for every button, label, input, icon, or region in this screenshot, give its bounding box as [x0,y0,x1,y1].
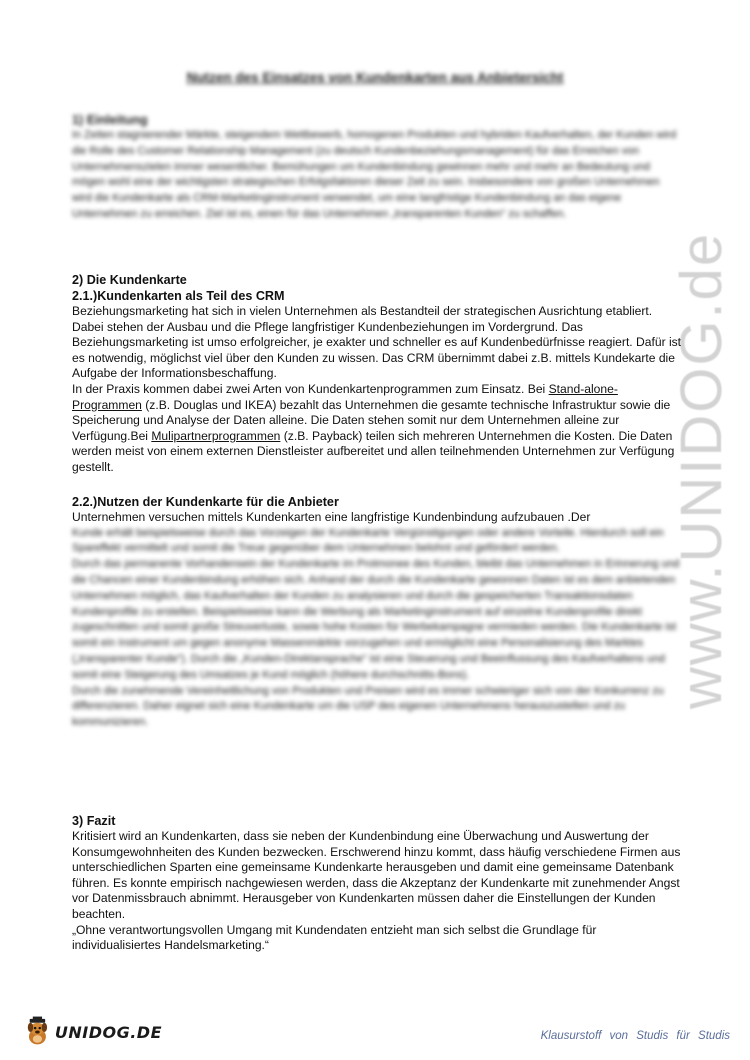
nutzen-blurred-body [72,526,682,731]
fazit-body: Kritisiert wird an Kundenkarten, dass sie neben der Kundenbindung eine Überwachung und Auswertung der Konsumgewohnheiten des Kunden bezwecken. Erschwerend hinzu kommt, dass häufig verschiedene Firmen aus unterschiedlichen Sparten eine gemeinsame Kundenkarte herausgeben und damit eine gemeinsame Datenbank führen. Es konnte empirisch nachgewiesen werden, dass die Akzeptanz der Kundenkarte mit zunehmender Angst vor Datenmissbrauch abnimmt. Herausgeber von Kundenkarten müssen daher die Einstellungen der Kunden beachten. [72,829,681,921]
multipartner-link[interactable]: Mulipartnerprogrammen [151,428,281,443]
kundenkarte-subheading: 2.1.)Kundenkarten als Teil des CRM [72,289,285,303]
nutzen-blurred-paragraph-3: Durch die zunehmende Vereinheitlichung von Produkten und Preisen wird es immer schwieriger sich von der Konkurrenz zu differenzieren. Daher eignet sich eine Kundenkarte um die USP des eigenen Unternehmens herauszustellen und zu kommunizieren. [72,684,664,729]
watermark-text: www.UNIDOG.de [669,231,735,709]
section-fazit [72,813,682,954]
dog-mascot-icon [22,1012,53,1052]
kundenkarte-paragraph-1: Beziehungsmarketing hat sich in vielen Unternehmen als Bestandteil der strategischen Ausrichtung etabliert. Dabei stehen der Ausbau und die Pflege langfristiger Kundenbeziehungen im Vordergrund. Das Beziehungsmarketing ist umso erfolgreicher, je exakter und schneller es auf Kundenbedürfnisse reagiert. Dafür ist es notwendig, möglichst viel über den Kunden zu wissen. Das CRM übernimmt dabei z.B. mittels Kundekarte die Aufgabe der Informationsbeschaffung. [72,304,682,381]
intro-body: In Zeiten stagnierender Märkte, steigendem Wettbewerb, homogenen Produkten und hybriden Kaufverhalten, der Kunden wird die Rolle des Customer Relationship Management (zu deutsch Kundenbeziehungsmanagement) für das Erreichen von Unternehmenszielen immer wesentlicher. Bemühungen um Kundenbindung gewinnen mehr und mehr an Bedeutung und mögen wohl eine der wichtigsten strategischen Erfolgsfaktoren dieser Zeit zu sein. Insbesondere von großen Unternehmen wird die Kundenkarte als CRM-Marketinginstrument verwendet, um eine langfristige Kundenbindung an das eigene Unternehmen zu erreichen. Ziel ist es, einen für das Unternehmen „transparenten Kunden“ zu schaffen. [72,129,677,220]
logo-text: UNIDOG.DE [54,1022,162,1042]
kundenkarte-heading: 2) Die Kundenkarte [72,273,187,287]
nutzen-first-line: Unternehmen versuchen mittels Kundenkarten eine langfristige Kundenbindung aufzubauen .Der [72,510,591,524]
nutzen-blurred-paragraph-2: Durch das permanente Vorhandensein der Kundenkarte im Protmonee des Kunden, bleibt das Unternehmen in Erinnerung und die Chancen einer Kundenbindung erhöhen sich. Anhand der durch die Kundenkarte gewonnen Daten ist es dem anbietenden Unternehmen möglich, das Kaufverhalten der Kunden zu analysieren und durch die gespeicherten Transaktionsdaten Kundenprofile zu erstellen. Beispielsweise kann die Werbung als Marketinginstrument auf einzelne Kundenprofile direkt zugeschnitten und somit große Streuverluste, sowie hohe Kosten für Werbekampagne vermieden werden. Die Kundenkarte ist somit ein Instrument um gegen anonyme Massenmärkte vorzugehen und ermöglicht eine Personalisierung des Marktes („transparenter Kunde“). Durch die „Kunden-Direktansprache“ ist eine Steuerung und Beeinflussung des Kaufverhaltens und somit eine Steigerung des Umsatzes je Kund möglich (höhere durchschnitts-Bons). [72,558,680,681]
fazit-heading: 3) Fazit [72,814,116,828]
kundenkarte-paragraph-2: In der Praxis kommen dabei zwei Arten von Kundenkartenprogrammen zum Einsatz. Bei Stand-alone-Programmen (z.B. Douglas und IKEA) bezahlt das Unternehmen die gesamte technische Infrastruktur sowie die Speicherung und Analyse der Daten alleine. Die Daten stehen somit nur dem Unternehmen alleine zur Verfügung.Bei Mulipartnerprogrammen (z.B. Payback) teilen sich mehreren Unternehmen die Kosten. Die Daten werden meist von einem externen Dienstleister aufbereitet und allen teilnehmenden Unternehmen zur Verfügung gestellt. [72,381,675,474]
footer-tagline: Klausurstoff von Studis für Studis [540,1030,730,1042]
section-kundenkarte [72,272,682,476]
intro-heading: 1) Einleitung [72,113,148,127]
section-nutzen [72,494,682,731]
nutzen-blurred-paragraph-1: Kunde erhält beispielsweise durch das Vorzeigen der Kundenkarte Vergünstigungen oder andere Vorteile. Hierdurch soll ein Spareffekt vermittelt und somit die Treue gegenüber dem Unternehmen belohnt und gefördert werden. [72,526,664,555]
fazit-quote: „Ohne verantwortungsvollen Umgang mit Kundendaten entzieht man sich selbst die Grundlage für individualisiertes Handelsmarketing.“ [72,922,597,953]
unidog-logo[interactable] [22,1010,162,1054]
nutzen-subheading: 2.2.)Nutzen der Kundenkarte für die Anbieter [72,495,339,509]
standalone-link[interactable]: Stand-alone-Programmen [72,381,618,412]
section-intro [72,112,682,223]
document-title: Nutzen des Einsatzes von Kundenkarten aus Anbietersicht [186,70,564,85]
